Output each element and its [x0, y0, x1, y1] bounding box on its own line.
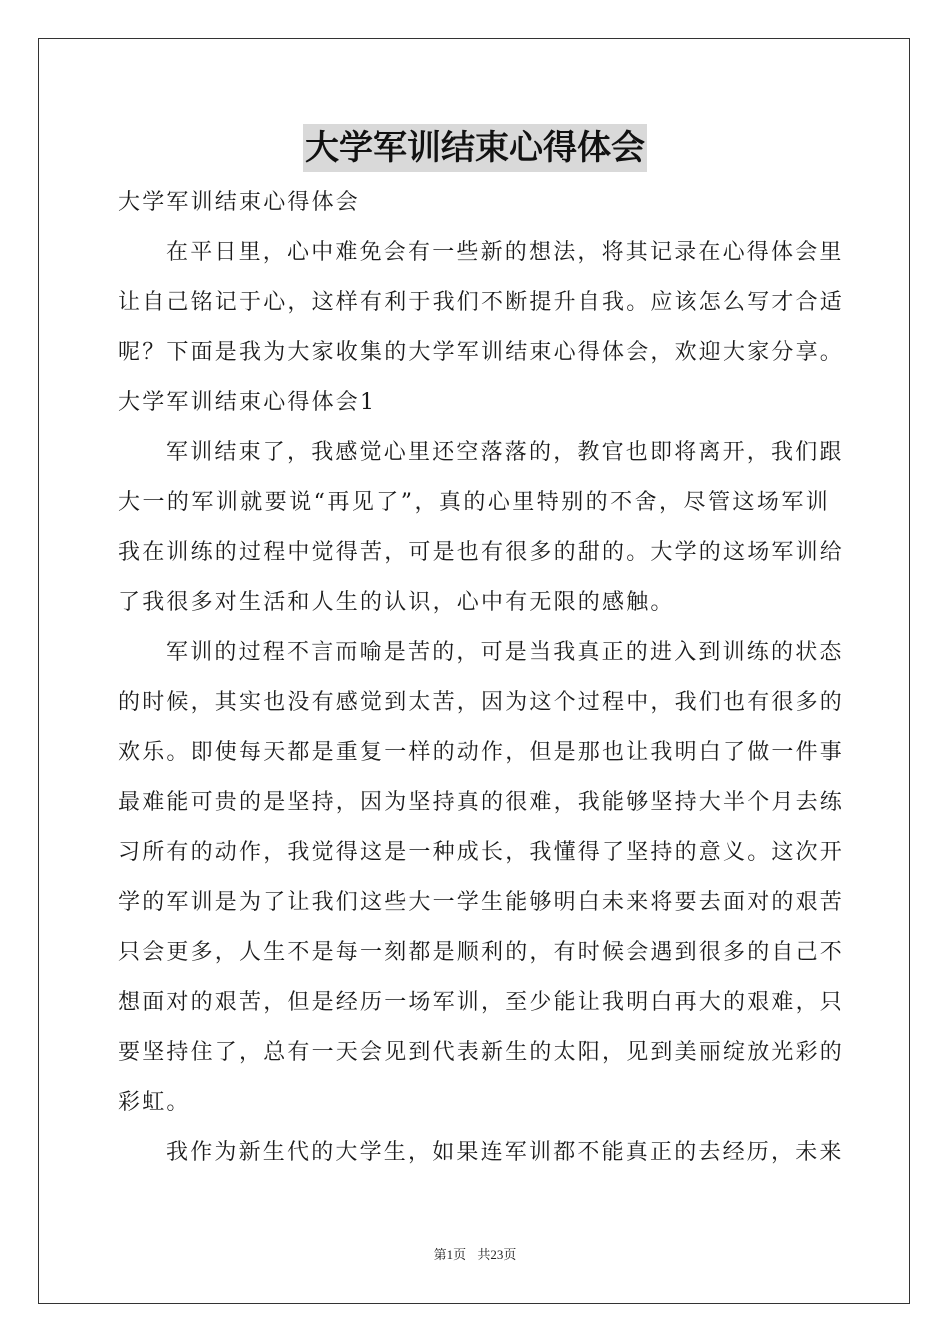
document-title: 大学军训结束心得体会 — [303, 124, 647, 172]
body-line: 学的军训是为了让我们这些大一学生能够明白未来将要去面对的艰苦 — [118, 890, 845, 915]
body-line: 大学军训结束心得体会 — [118, 190, 361, 215]
body-line: 在平日里，心中难免会有一些新的想法，将其记录在心得体会里 — [166, 240, 844, 265]
body-line: 的时候，其实也没有感觉到太苦，因为这个过程中，我们也有很多的 — [118, 690, 845, 715]
body-line: 最难能可贵的是坚持，因为坚持真的很难，我能够坚持大半个月去练 — [118, 790, 845, 815]
body-line: 呢？下面是我为大家收集的大学军训结束心得体会，欢迎大家分享。 — [118, 340, 845, 365]
document-body — [118, 178, 845, 1178]
title-area — [0, 124, 950, 172]
body-line: 大学军训结束心得体会1 — [118, 390, 377, 415]
body-line: 了我很多对生活和人生的认识，心中有无限的感触。 — [118, 590, 675, 615]
body-line: 军训结束了，我感觉心里还空落落的，教官也即将离开，我们跟 — [166, 440, 844, 465]
page-number-total: 共23页 — [477, 1247, 517, 1262]
body-line: 让自己铭记于心，这样有利于我们不断提升自我。应该怎么写才合适 — [118, 290, 845, 315]
body-line: 只会更多，人生不是每一刻都是顺利的，有时候会遇到很多的自己不 — [118, 940, 845, 965]
body-line: 彩虹。 — [118, 1090, 191, 1115]
page-footer — [0, 1244, 950, 1263]
body-line: 要坚持住了，总有一天会见到代表新生的太阳，见到美丽绽放光彩的 — [118, 1040, 845, 1065]
body-line: 军训的过程不言而喻是苦的，可是当我真正的进入到训练的状态 — [166, 640, 844, 665]
body-line: 想面对的艰苦，但是经历一场军训，至少能让我明白再大的艰难，只 — [118, 990, 845, 1015]
body-line: 大一的军训就要说“再见了”，真的心里特别的不舍，尽管这场军训 — [118, 490, 830, 515]
page-number-current: 第1页 — [433, 1247, 467, 1262]
body-line: 我作为新生代的大学生，如果连军训都不能真正的去经历，未来 — [166, 1140, 844, 1165]
body-line: 欢乐。即使每天都是重复一样的动作，但是那也让我明白了做一件事 — [118, 740, 845, 765]
body-line: 我在训练的过程中觉得苦，可是也有很多的甜的。大学的这场军训给 — [118, 540, 845, 565]
body-line: 习所有的动作，我觉得这是一种成长，我懂得了坚持的意义。这次开 — [118, 840, 845, 865]
